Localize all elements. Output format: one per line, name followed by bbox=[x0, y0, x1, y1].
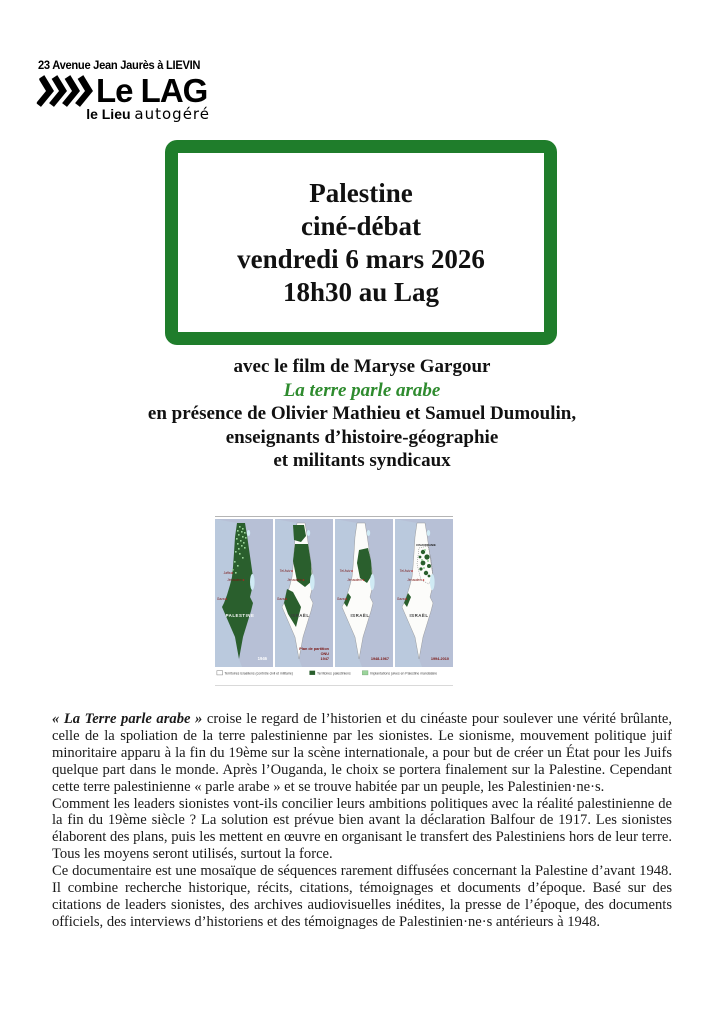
map-1947-label: ISRAËL bbox=[290, 613, 310, 618]
event-date: vendredi 6 mars 2026 bbox=[237, 243, 485, 274]
logo-subtitle-prefix: le Lieu bbox=[86, 106, 135, 122]
legend-palestinian-territories: Territoires palestiniens bbox=[317, 671, 351, 676]
map-1948-date: 1948-1967 bbox=[370, 657, 389, 661]
maps-row bbox=[215, 519, 453, 667]
svg-text:Gaza: Gaza bbox=[336, 597, 345, 601]
chevrons-icon bbox=[36, 75, 95, 107]
svg-text:Jérusalem: Jérusalem bbox=[347, 578, 362, 582]
svg-text:Jérusalem: Jérusalem bbox=[227, 578, 242, 582]
intro-block bbox=[0, 355, 724, 473]
lag-logo bbox=[38, 60, 228, 123]
paragraph-film-synopsis bbox=[52, 711, 672, 796]
svg-text:Gaza: Gaza bbox=[216, 597, 225, 601]
map-1946-label: PALESTINE bbox=[225, 613, 255, 618]
svg-text:Jérusalem: Jérusalem bbox=[287, 578, 302, 582]
svg-text:ONU: ONU bbox=[320, 652, 329, 656]
map-1946-date: 1946 bbox=[257, 656, 267, 661]
svg-text:Tel Aviv: Tel Aviv bbox=[399, 569, 411, 573]
paragraph-1-text: croise le regard de l’historien et du cinéaste pour soulever une vérité brûlante, celle de la spoliation de la terre palestinienne par les sionistes. Le sionisme, mouvement politique juif minoritaire apparu à la fin du 19ème sur la scène internationale, a pour but de créer un État pour les Juifs quelque part dans le monde. Après l’Ouganda, le choix se portera finalement sur la Palestine. Cependant cette terre palestinienne « parle arabe » et se trouve habitée par un peuple, les Palestinien·ne·s. bbox=[52, 711, 672, 795]
svg-text:Jérusalem: Jérusalem bbox=[407, 578, 422, 582]
logo-subtitle bbox=[38, 105, 210, 123]
svg-text:Gaza: Gaza bbox=[276, 597, 285, 601]
map-2010-date: 1994-2010 bbox=[430, 657, 449, 661]
palestine-maps-figure bbox=[215, 516, 453, 686]
cisjordanie-label: CISJORDANIE bbox=[416, 543, 436, 547]
body-text bbox=[52, 711, 672, 931]
svg-text:Tel Aviv: Tel Aviv bbox=[339, 569, 351, 573]
svg-text:Gaza: Gaza bbox=[396, 597, 405, 601]
intro-guests-role: enseignants d’histoire-géographie bbox=[225, 426, 499, 448]
svg-text:Plan de partition: Plan de partition bbox=[299, 647, 329, 651]
event-title-box bbox=[165, 140, 557, 345]
map-1946 bbox=[215, 519, 273, 667]
event-time-place: 18h30 au Lag bbox=[282, 276, 440, 307]
map-1994-2010 bbox=[395, 519, 453, 667]
logo-subtitle-suffix: autogéré bbox=[134, 105, 210, 123]
map-partition-1947 bbox=[275, 519, 333, 667]
map-1948-1967 bbox=[335, 519, 393, 667]
event-title: Palestine bbox=[309, 177, 413, 208]
intro-guests-role2: et militants syndicaux bbox=[273, 450, 451, 471]
film-title-lead: « La Terre parle arabe » bbox=[52, 711, 203, 727]
film-title: La terre parle arabe bbox=[283, 379, 441, 401]
logo-address: 23 Avenue Jean Jaurès à LIEVIN bbox=[38, 60, 201, 72]
svg-text:Tel Aviv: Tel Aviv bbox=[279, 569, 291, 573]
maps-legend bbox=[215, 667, 453, 680]
legend-jewish-settlements: Implantations juives en Palestine mandataire bbox=[369, 671, 438, 676]
logo-name: Le LAG bbox=[96, 72, 208, 109]
svg-text:Jaffa: Jaffa bbox=[223, 571, 231, 575]
map-1948-label: ISRAËL bbox=[350, 613, 370, 618]
event-type: ciné-débat bbox=[301, 210, 421, 241]
intro-guests: en présence de Olivier Mathieu et Samuel Dumoulin, bbox=[147, 403, 577, 424]
paragraph-documentary-description: Ce documentaire est une mosaïque de séquences rarement diffusées concernant la Palestine d’avant 1948. Il combine recherche historique, récits, citations, témoignages et documents d’époque. Basé sur des citations de leaders sionistes, des archives audiovisuelles inédites, la presse de l’époque, des documents officiels, des interviews d’historiens et des témoignages de Palestinien·ne·s antérieurs à 1948. bbox=[52, 863, 672, 930]
paragraph-zionist-plans: Comment les leaders sionistes vont-ils concilier leurs ambitions politiques avec la réalité palestinienne de la fin du 19ème siècle ? La solution est prévue bien avant la déclaration Balfour de 1917. Les sionistes élaborent des plans, puis les mettent en œuvre en organisant le transfert des Palestiniens hors de leur terre. Tous les moyens seront utilisés, surtout la force. bbox=[52, 795, 672, 863]
intro-film-credit: avec le film de Maryse Gargour bbox=[233, 356, 491, 377]
legend-israeli-territories: Territoires israéliens (contrôle civil et militaire) bbox=[224, 671, 293, 676]
map-2010-label: ISRAËL bbox=[409, 613, 429, 618]
svg-text:1947: 1947 bbox=[320, 657, 329, 661]
logo-row bbox=[38, 74, 228, 107]
